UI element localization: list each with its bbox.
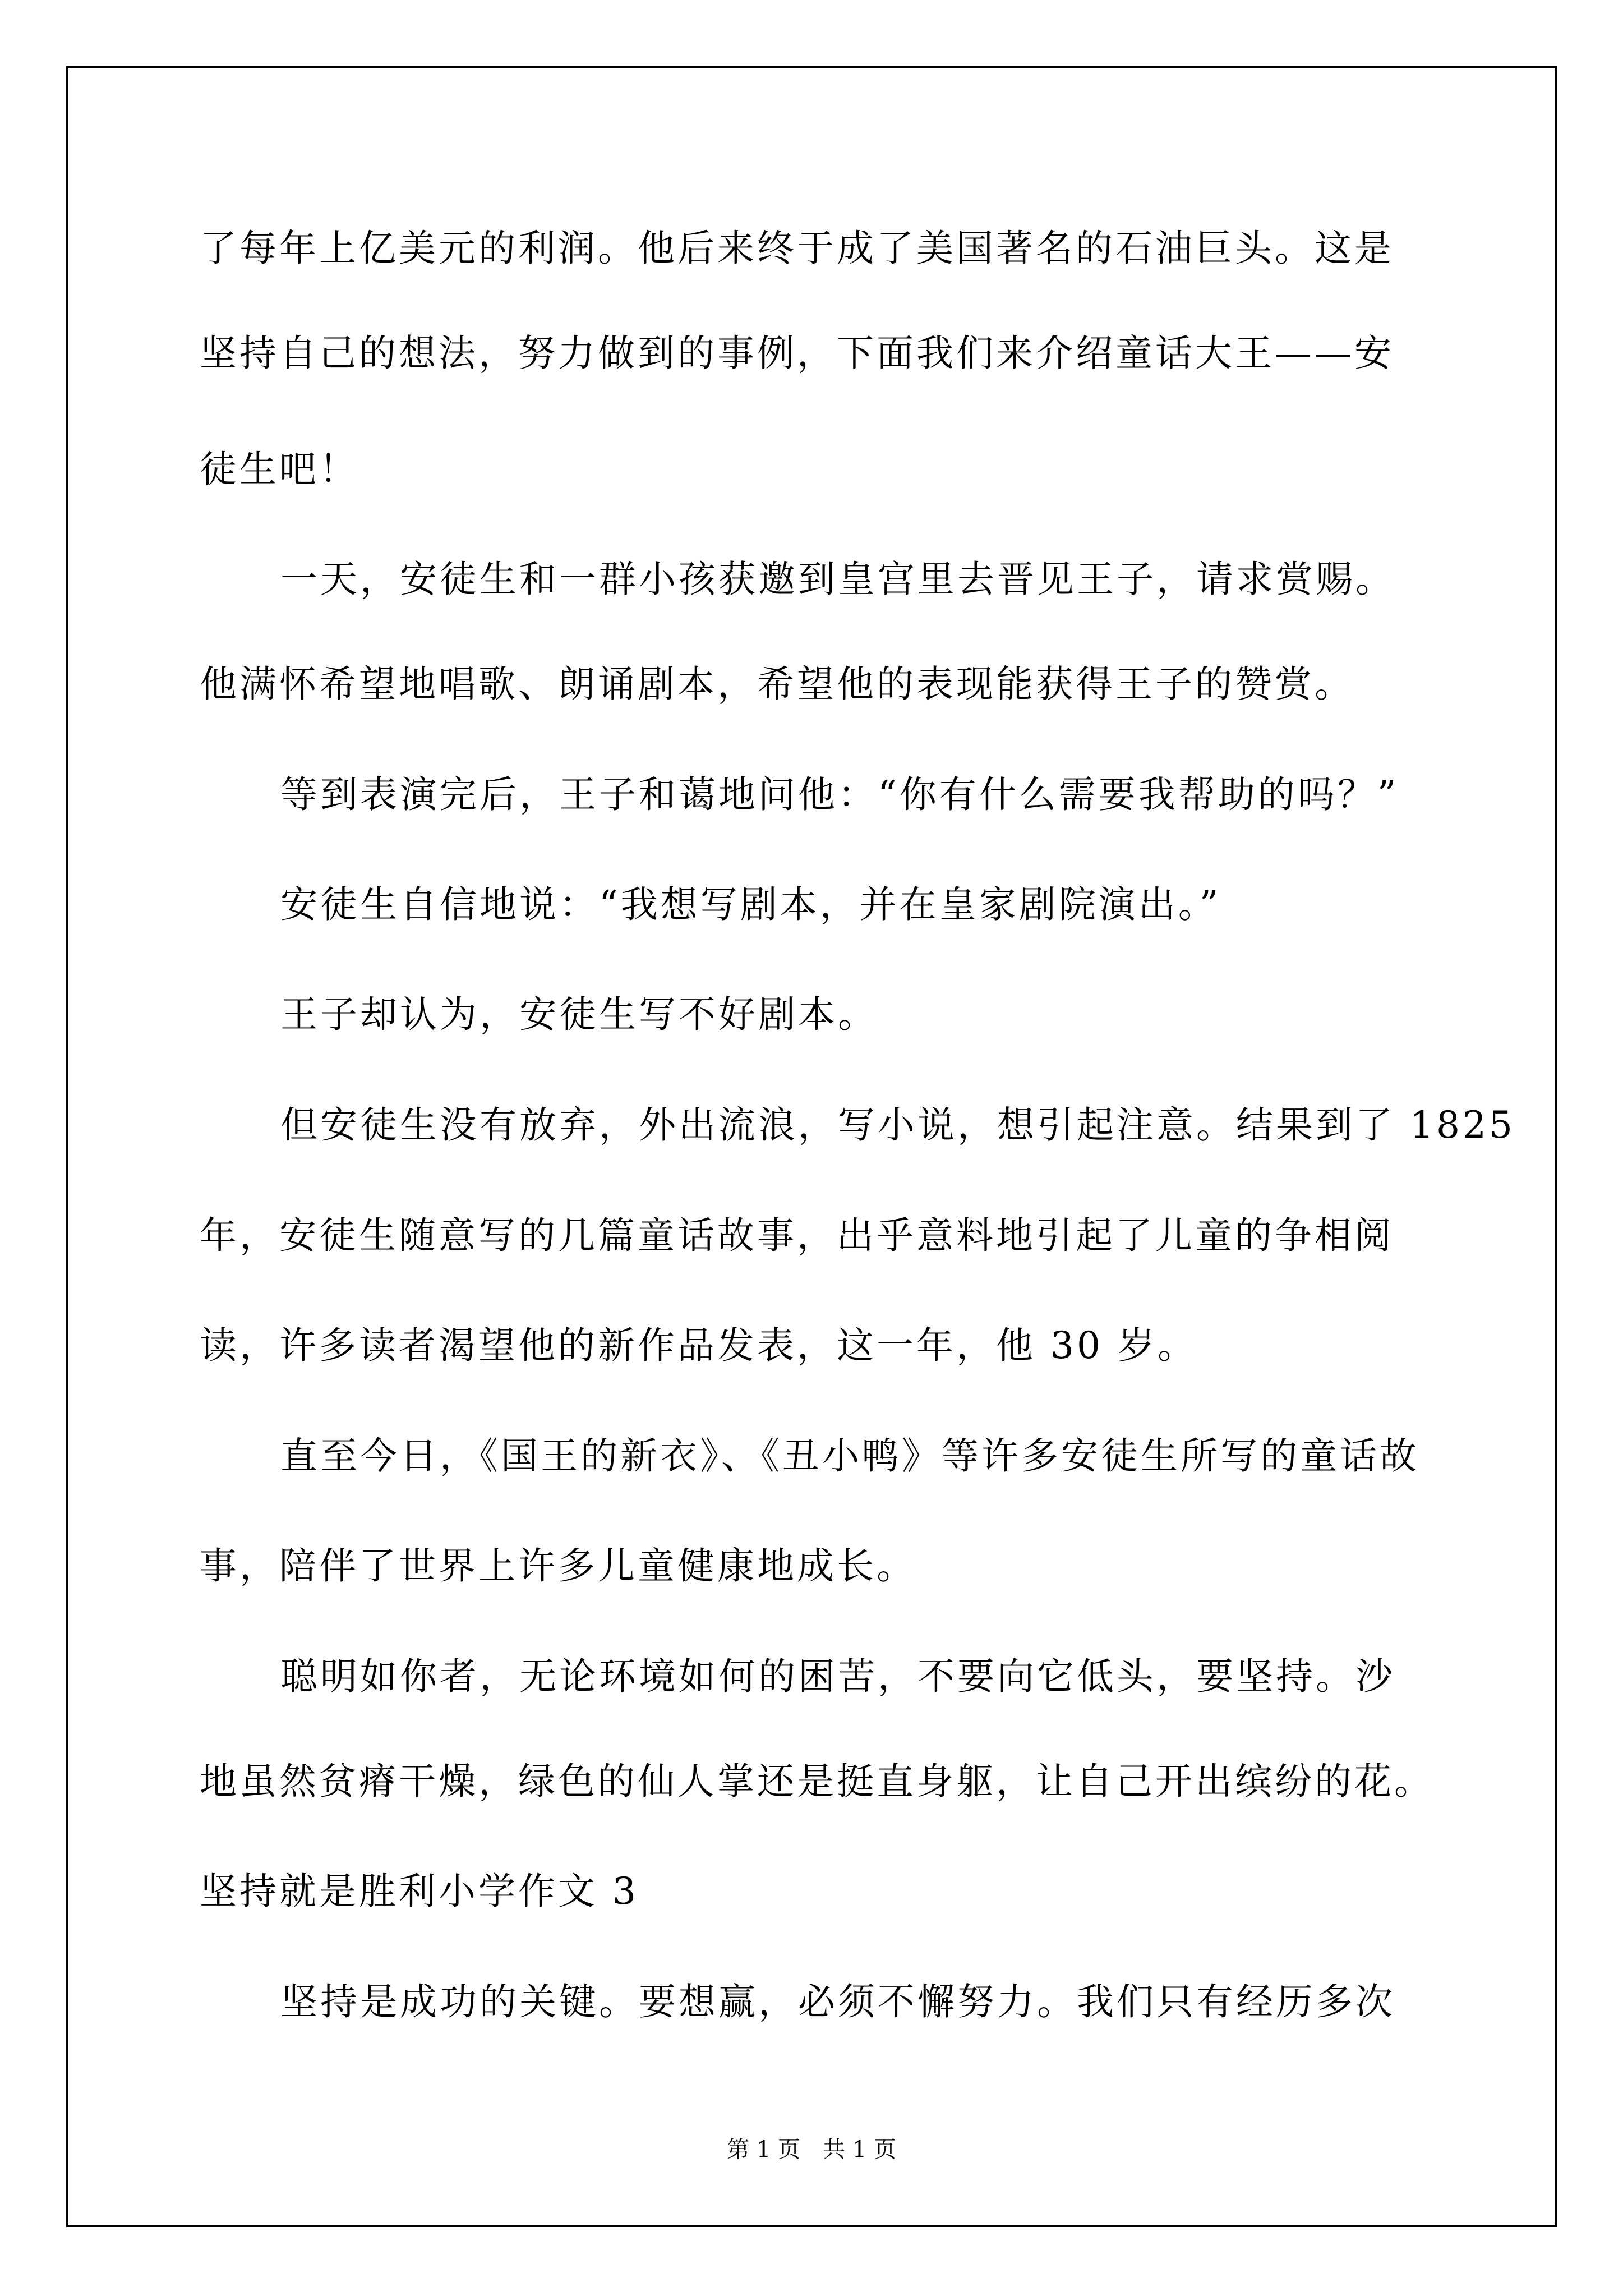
- text-line: 等到表演完后，王子和蔼地问他：“你有什么需要我帮助的吗？”: [280, 773, 1399, 816]
- text-line: 坚持是成功的关键。要想赢，必须不懈努力。我们只有经历多次: [280, 1980, 1395, 2023]
- text-line: 地虽然贫瘠干燥，绿色的仙人掌还是挺直身躯，让自己开出缤纷的花。: [200, 1760, 1434, 1803]
- text-line: 但安徒生没有放弃，外出流浪，写小说，想引起注意。结果到了 1825: [280, 1103, 1515, 1147]
- text-line: 直至今日，《国王的新衣》、《丑小鸭》等许多安徒生所写的童话故: [280, 1434, 1419, 1478]
- text-line: 徒生吧！: [200, 448, 359, 491]
- page-footer: 第 1 页 共 1 页: [727, 2137, 896, 2162]
- text-line: 读，许多读者渴望他的新作品发表，这一年，他 30 岁。: [200, 1324, 1197, 1367]
- section-heading: 坚持就是胜利小学作文 3: [200, 1870, 639, 1913]
- text-line: 坚持自己的想法，努力做到的事例，下面我们来介绍童话大王——安: [200, 332, 1394, 375]
- text-line: 王子却认为，安徒生写不好剧本。: [280, 993, 878, 1036]
- text-line: 一天，安徒生和一群小孩获邀到皇宫里去晋见王子，请求赏赐。: [280, 558, 1395, 601]
- text-line: 他满怀希望地唱歌、朗诵剧本，希望他的表现能获得王子的赞赏。: [200, 662, 1354, 706]
- text-line: 事，陪伴了世界上许多儿童健康地成长。: [200, 1544, 916, 1588]
- text-line: 安徒生自信地说：“我想写剧本，并在皇家剧院演出。”: [280, 883, 1221, 926]
- text-line: 聪明如你者，无论环境如何的困苦，不要向它低头，要坚持。沙: [280, 1655, 1395, 1698]
- text-line: 了每年上亿美元的利润。他后来终于成了美国著名的石油巨头。这是: [200, 227, 1394, 270]
- text-line: 年，安徒生随意写的几篇童话故事，出乎意料地引起了儿童的争相阅: [200, 1214, 1394, 1257]
